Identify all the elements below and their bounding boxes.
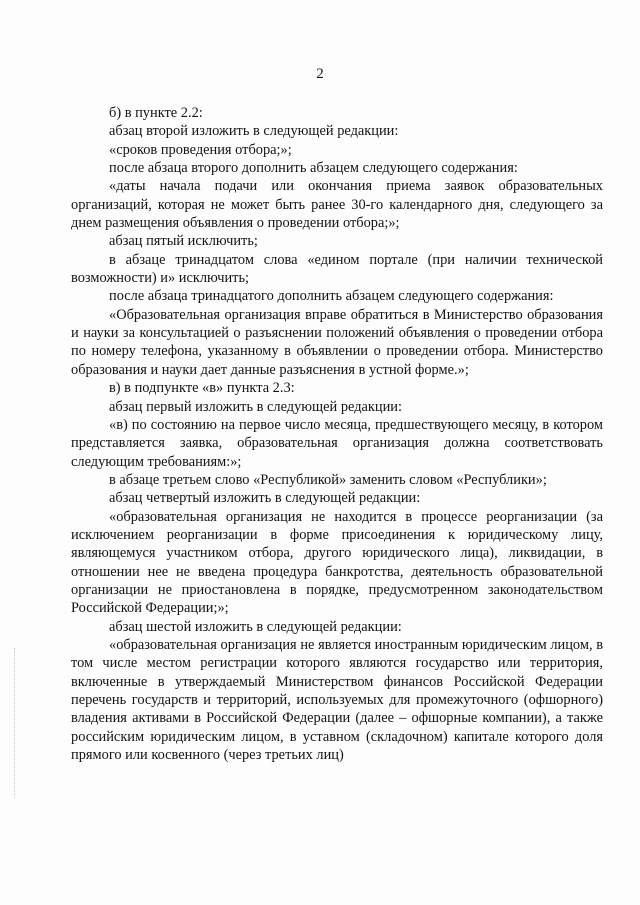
paragraph-amend-first: абзац первый изложить в следующей редакции:	[109, 398, 403, 415]
paragraph-add-after-thirteenth: после абзаца тринадцатого дополнить абзацем следующего содержания:	[109, 288, 554, 305]
paragraph-quote-reorganization: «образовательная организация не находится в процессе реорганизации (за исключением реорганизации в форме присоединения к юридическому лицу, являющемуся участником отбора, другого юридического лица), ликвидации, в отношении нее не введена процедура банкротства, деятельность образовательной организации не приостановлена в порядке, предусмотренном законодательством Российской Федерации;»;	[71, 508, 603, 617]
scan-margin-mark	[14, 648, 16, 798]
paragraph-amend-fourth: абзац четвертый изложить в следующей редакции:	[109, 490, 421, 507]
paragraph-quote-start-dates: «даты начала подачи или окончания приема заявок образовательных организаций, которая не может быть ранее 30-го календарного дня, следующего за днем размещения объявления о проведении отбора;»;	[71, 178, 603, 232]
paragraph-exclude-fifth: абзац пятый исключить;	[109, 233, 258, 250]
paragraph-quote-requirements: «в) по состоянию на первое число месяца, предшествующего месяцу, в котором представляется заявка, образовательная организация должна соответствовать следующим требованиям:»;	[71, 416, 603, 470]
paragraph-quote-deadlines: «сроков проведения отбора;»;	[109, 141, 292, 158]
paragraph-subitem-b: б) в пункте 2.2:	[109, 105, 203, 121]
paragraph-thirteenth-words: в абзаце тринадцатом слова «едином портале (при наличии технической возможности) и» исключить;	[71, 251, 603, 287]
page-number: 2	[316, 66, 324, 82]
document-body	[71, 104, 603, 764]
paragraph-replace-word: в абзаце третьем слово «Республикой» заменить словом «Республики»;	[109, 471, 547, 488]
paragraph-amend-sixth: абзац шестой изложить в следующей редакции:	[109, 618, 402, 635]
paragraph-amend-second: абзац второй изложить в следующей редакции:	[109, 123, 399, 140]
paragraph-add-after-second: после абзаца второго дополнить абзацем следующего содержания:	[109, 160, 518, 177]
paragraph-subitem-v: в) в подпункте «в» пункта 2.3:	[109, 380, 295, 397]
paragraph-quote-foreign-entity: «образовательная организация не является иностранным юридическим лицом, в том числе местом регистрации которого являются государство или территория, включенные в утверждаемый Министерством финансов Российской Федерации перечень государств и территорий, используемых для промежуточного (офшорного) владения активами в Российской Федерации (далее – офшорные компании), а также российским юридическим лицом, в уставном (складочном) капитале которого доля прямого или косвенного (через третьих лиц)	[71, 636, 603, 764]
paragraph-quote-consultation: «Образовательная организация вправе обратиться в Министерство образования и науки за консультацией о разъяснении положений объявления о проведении отбора по номеру телефона, указанному в объявлении о проведении отбора. Министерство образования и науки дает данные разъяснения в устной форме.»;	[71, 306, 603, 378]
